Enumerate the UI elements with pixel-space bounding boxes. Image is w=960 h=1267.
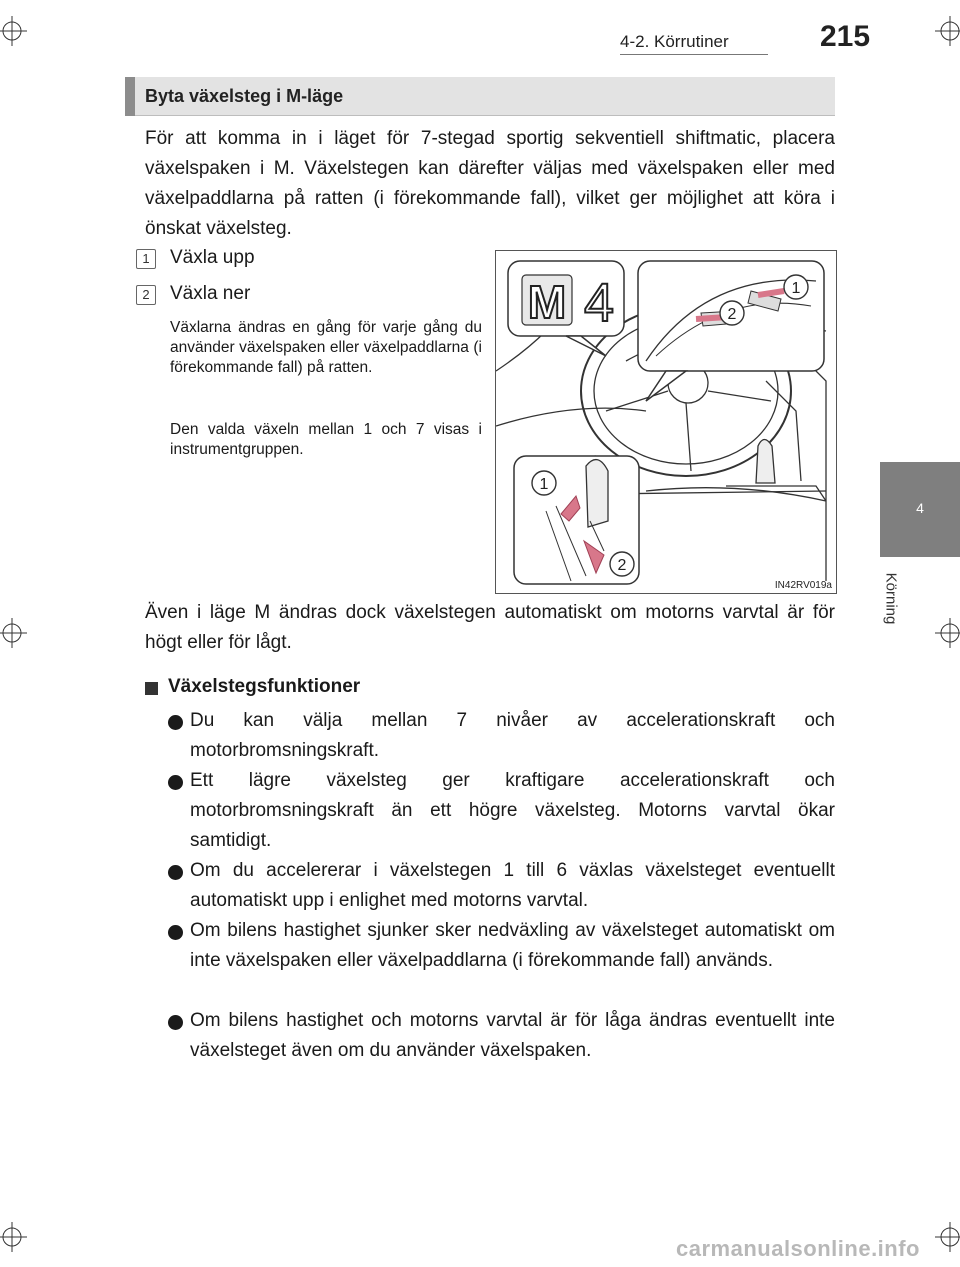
bullet-text: Om du accelererar i växelstegen 1 till 6 växlas växelsteget eventuellt automatiskt upp i enlighet med motorns varvtal.	[190, 860, 835, 911]
item-label-shift-up: Växla upp	[170, 247, 255, 268]
figure-code: IN42RV019a	[774, 580, 832, 591]
page-number: 215	[820, 20, 871, 53]
bullet-text: Om bilens hastighet och motorns varvtal är för låga ändras eventuellt inte växelsteget även om du använder växelspaken.	[190, 1010, 835, 1061]
registration-mark-icon	[935, 618, 960, 648]
callout-lever-up: 1	[539, 476, 549, 493]
callout-lever-down: 2	[617, 557, 627, 574]
registration-mark-icon	[0, 16, 27, 46]
item-label-shift-down: Växla ner	[170, 283, 251, 304]
bullet-dot-icon	[168, 775, 183, 790]
bullet-text: Om bilens hastighet sjunker sker nedväxling av växelsteget automatiskt om inte växelspaken eller växelpaddlarna (i förekommande fall) används.	[190, 920, 835, 971]
bullet-dot-icon	[168, 925, 183, 940]
bullet-dot-icon	[168, 715, 183, 730]
square-bullet-icon	[145, 682, 158, 695]
registration-mark-icon	[0, 618, 27, 648]
registration-mark-icon	[935, 1222, 960, 1252]
chapter-tab-number: 4	[916, 500, 924, 516]
note-paragraph: Den valda växeln mellan 1 och 7 visas i instrumentgruppen.	[170, 421, 482, 458]
bullet-dot-icon	[168, 865, 183, 880]
registration-mark-icon	[935, 16, 960, 46]
chapter-tab-label: Körning	[882, 572, 900, 625]
registration-mark-icon	[0, 1222, 27, 1252]
bullet-dot-icon	[168, 1015, 183, 1030]
gear-number: 4	[583, 273, 615, 333]
gear-lever-inset	[514, 456, 639, 584]
subsection-title: Växelstegsfunktioner	[168, 676, 361, 697]
callout-shift-up: 1	[791, 280, 801, 297]
item-number-badge: 2	[136, 285, 156, 305]
watermark: carmanualsonline.info	[676, 1236, 920, 1261]
callout-shift-down: 2	[727, 306, 737, 323]
intro-paragraph: För att komma in i läget för 7-stegad sportig sekventiell shiftmatic, placera växelspaken i M. Växelstegen kan därefter väljas med växelspaken eller med växelpaddlarna på ratten (i förekommande fall), vilket ger möjlighet att köra i önskat växelsteg.	[145, 128, 835, 239]
shift-illustration	[495, 250, 837, 594]
running-header-section: 4-2. Körrutiner	[620, 32, 729, 51]
gear-mode-letter: M	[527, 276, 567, 328]
header-rule	[620, 54, 768, 55]
automatic-shift-paragraph: Även i läge M ändras dock växelstegen automatiskt om motorns varvtal är för högt eller för lågt.	[145, 602, 835, 653]
shift-illustration-drawing	[496, 251, 836, 593]
gear-display-inset	[508, 261, 624, 356]
section-title: Byta växelsteg i M-läge	[145, 86, 344, 106]
paddle-up-arrow-icon	[758, 291, 784, 295]
bullet-text: Ett lägre växelsteg ger kraftigare accelerationskraft och motorbromsningskraft än ett högre växelsteg. Motorns varvtal ökar samtidigt.	[190, 770, 835, 851]
bullet-text: Du kan välja mellan 7 nivåer av accelerationskraft och motorbromsningskraft.	[190, 710, 835, 761]
paddle-shifter-inset	[638, 261, 824, 401]
item-number-badge: 1	[136, 249, 156, 269]
note-paragraph: Växlarna ändras en gång för varje gång du använder växelspaken eller växelpaddlarna (i förekommande fall) på ratten.	[170, 319, 482, 376]
section-title-accent	[125, 77, 135, 116]
